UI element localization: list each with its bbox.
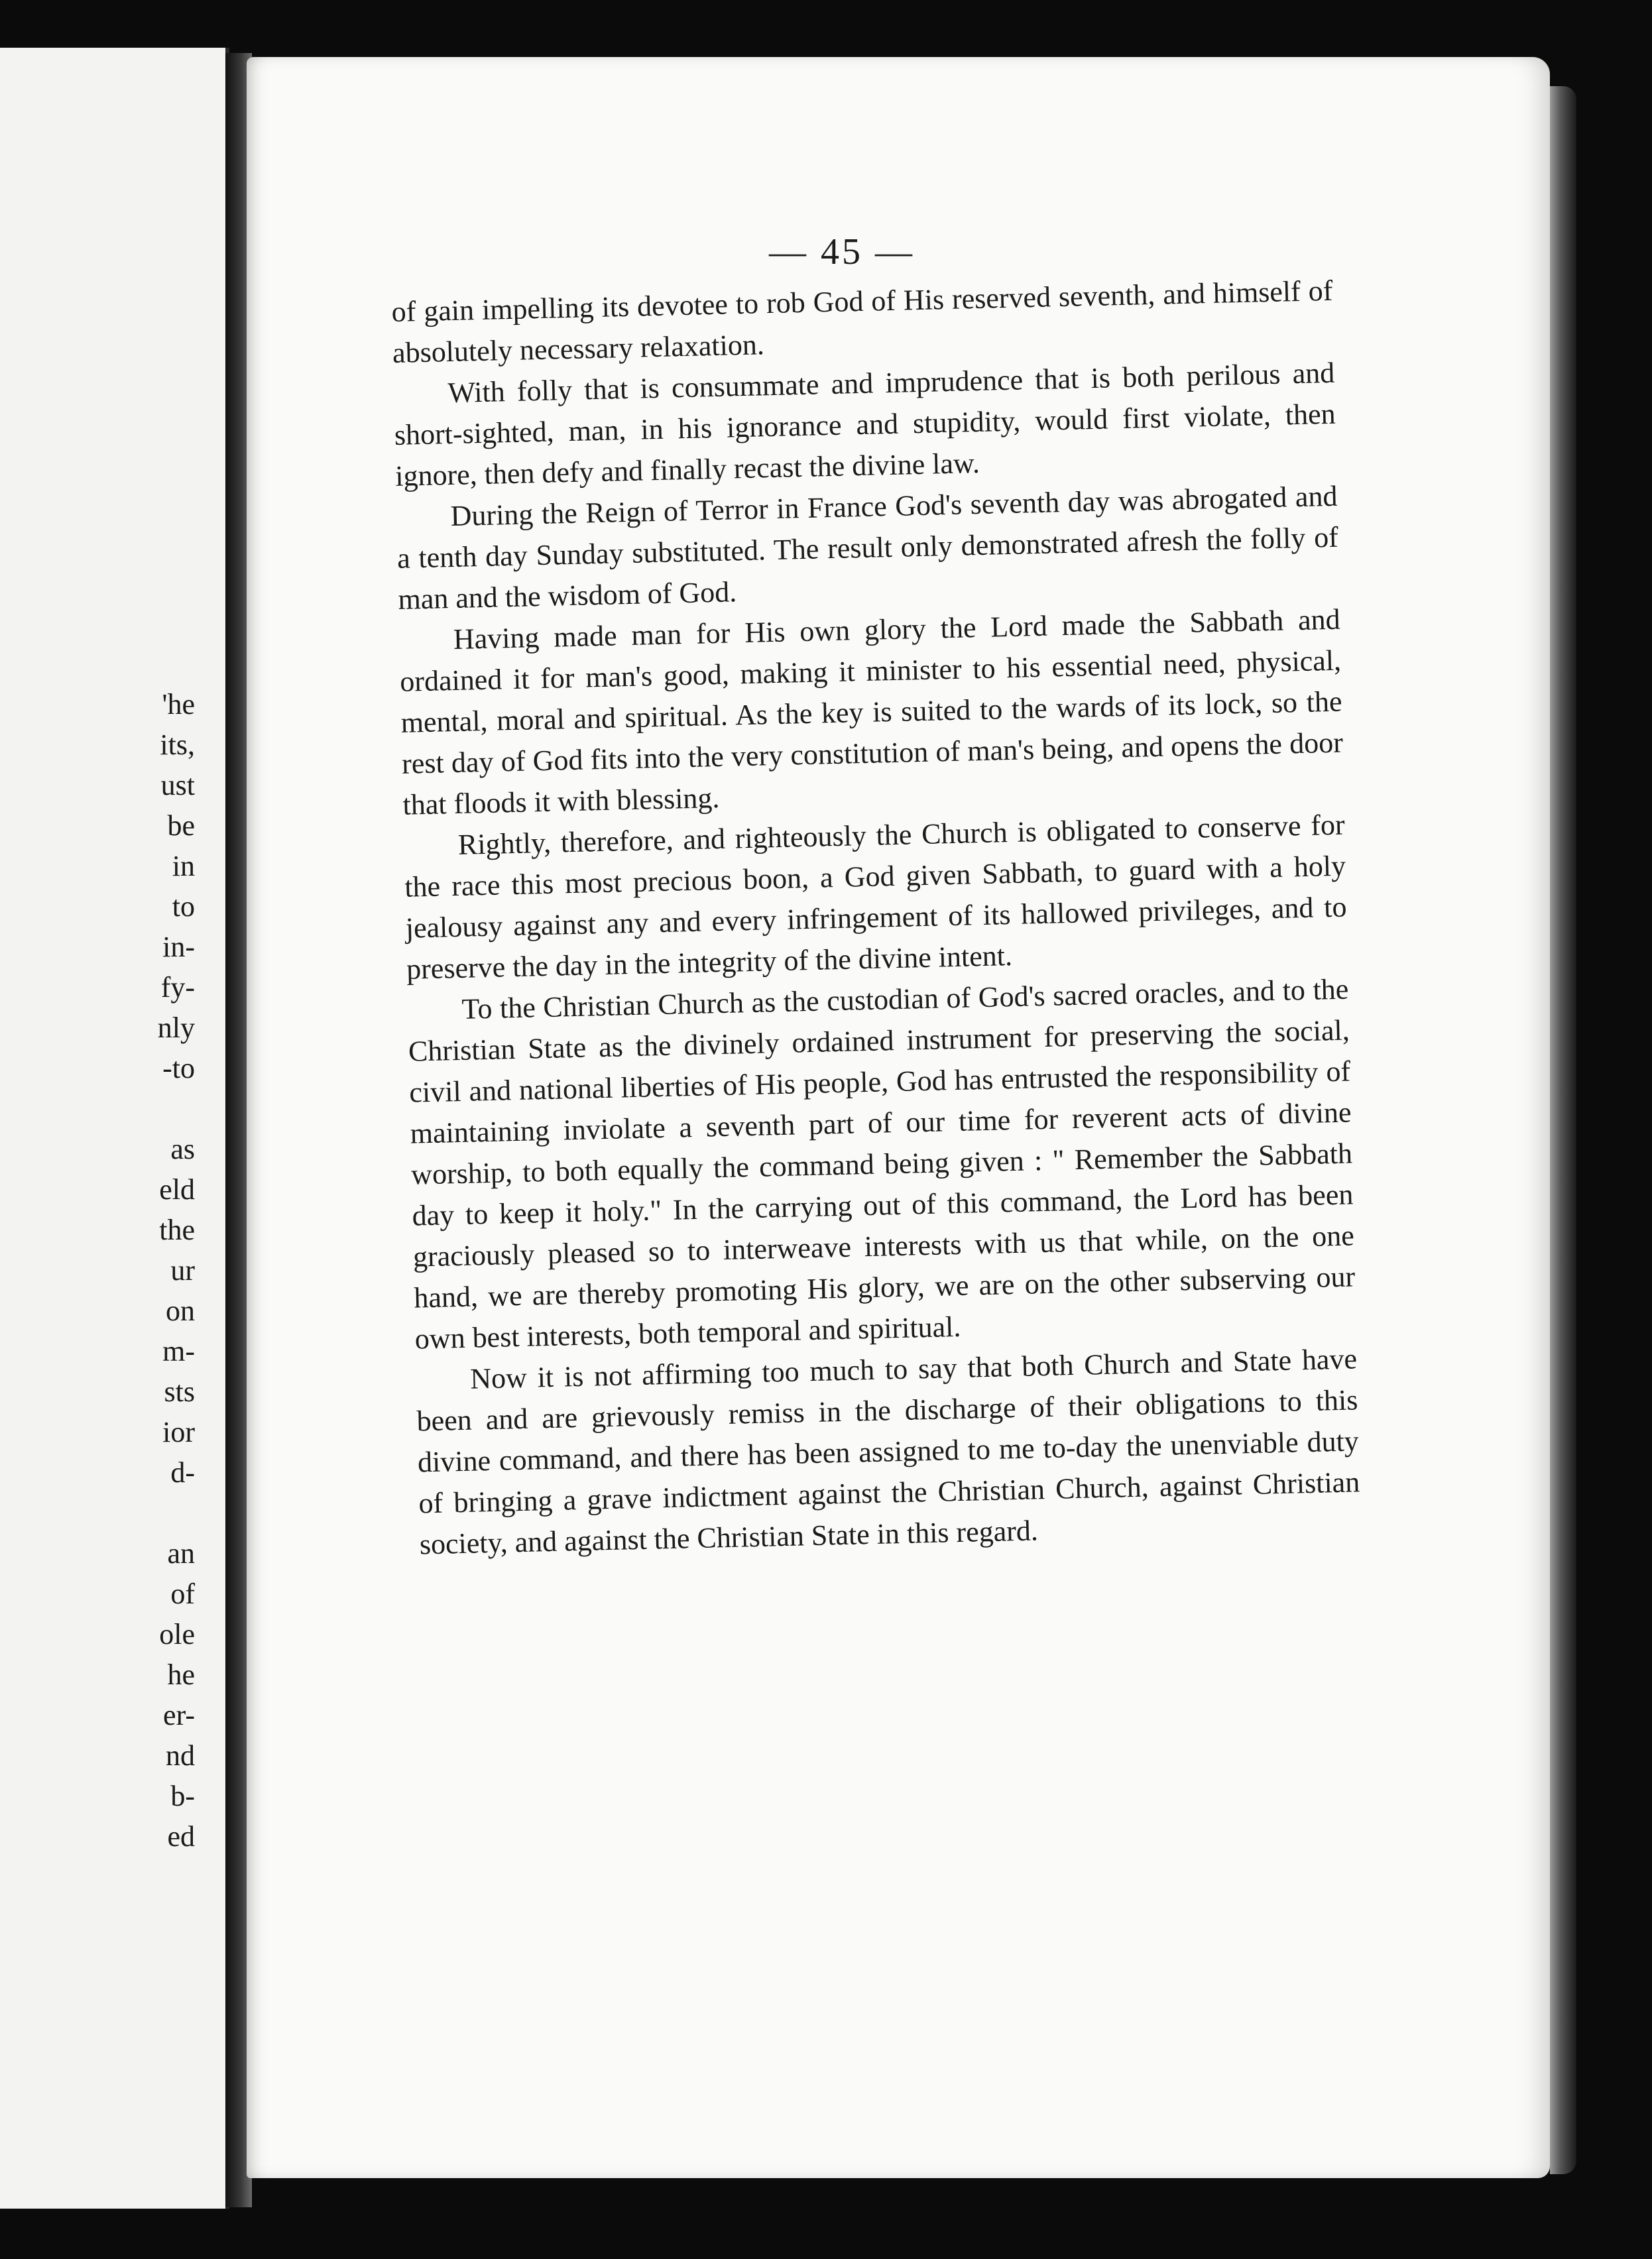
facing-line: the (159, 1214, 195, 1246)
facing-line: m- (162, 1335, 195, 1367)
facing-line: ed (167, 1820, 195, 1853)
body-text (391, 270, 1361, 1566)
facing-line: 'he (162, 688, 195, 721)
paragraph: To the Christian Church as the custodian of God's sacred oracles, and to the Christian State as the divinely ordained instrument for preserving the social, civil and national liberties of His people, God has entrusted the responsibility of maintaining inviolate a seventh part of our time for reverent acts of divine worship, to both equally the command being given : " Remember the Sabbath day to keep it holy." In the carrying out of this command, the Lord has been graciously pleased so to interweave interests with us that while, on the one hand, we are thereby promoting His glory, we are on the other subserving our own best interests, both temporal and spiritual. (408, 972, 1356, 1356)
facing-line: on (166, 1295, 195, 1327)
facing-line: its, (160, 728, 195, 761)
paragraph: of gain impelling its devotee to rob God of His reserved seventh, and himself of absolutely necessary relaxation. (391, 274, 1333, 369)
facing-line: eld (159, 1173, 195, 1206)
facing-line-gap (158, 1088, 195, 1129)
paragraph: Rightly, therefore, and righteously the Church is obligated to conserve for the race this most precious boon, a God given Sabbath, to guard with a holy jealousy against any and every infringement of its hallowed privileges, and to preserve the day in the integrity of the divine intent. (404, 808, 1347, 986)
facing-line: er- (163, 1699, 195, 1731)
page-edge (1550, 86, 1576, 2174)
facing-line: in (172, 850, 195, 882)
paragraph: Now it is not affirming too much to say that both Church and State have been and are grievously remiss in the discharge of their obligations to this divine command, and there has been assigned to me to-day the unenviable duty of bringing a grave indictment against the Christian Church, against Christian society, and against the Christian State in this regard. (416, 1342, 1360, 1561)
facing-line: of (170, 1578, 195, 1610)
facing-line: in- (162, 931, 195, 963)
page-number: — 45 — (769, 231, 915, 272)
facing-line: an (167, 1537, 195, 1570)
facing-line: -to (162, 1052, 195, 1084)
facing-line: d- (170, 1456, 195, 1489)
facing-line: to (172, 890, 195, 923)
facing-line: nd (166, 1739, 195, 1772)
facing-line: ior (162, 1416, 195, 1448)
facing-line: sts (164, 1375, 195, 1408)
facing-line: he (167, 1658, 195, 1691)
facing-line: fy- (160, 971, 195, 1004)
paragraph: During the Reign of Terror in France God's seventh day was abrogated and a tenth day Sunday substituted. The result only demonstrated afresh the folly of man and the wisdom of God. (396, 479, 1339, 616)
paragraph: Having made man for His own glory the Lord made the Sabbath and ordained it for man's good, making it minister to his essential need, physical, mental, moral and spiritual. As the key is suited to the wards of its lock, so the rest day of God fits into the very constitution of man's being, and opens the door that floods it with blessing. (399, 603, 1344, 821)
facing-line: b- (170, 1780, 195, 1812)
facing-line: ole (159, 1618, 195, 1651)
facing-line: ur (170, 1254, 195, 1287)
facing-page-text-fragments (158, 684, 195, 1857)
facing-page (0, 48, 229, 2209)
facing-line: be (167, 809, 195, 842)
facing-line: nly (157, 1012, 195, 1044)
facing-line: ust (160, 769, 195, 801)
facing-line: as (170, 1133, 195, 1165)
paragraph: With folly that is consummate and imprudence that is both perilous and short-sighted, man, in his ignorance and stupidity, would first violate, then ignore, then defy and finally recast the divine law. (394, 356, 1336, 492)
facing-line-gap (158, 1493, 195, 1533)
